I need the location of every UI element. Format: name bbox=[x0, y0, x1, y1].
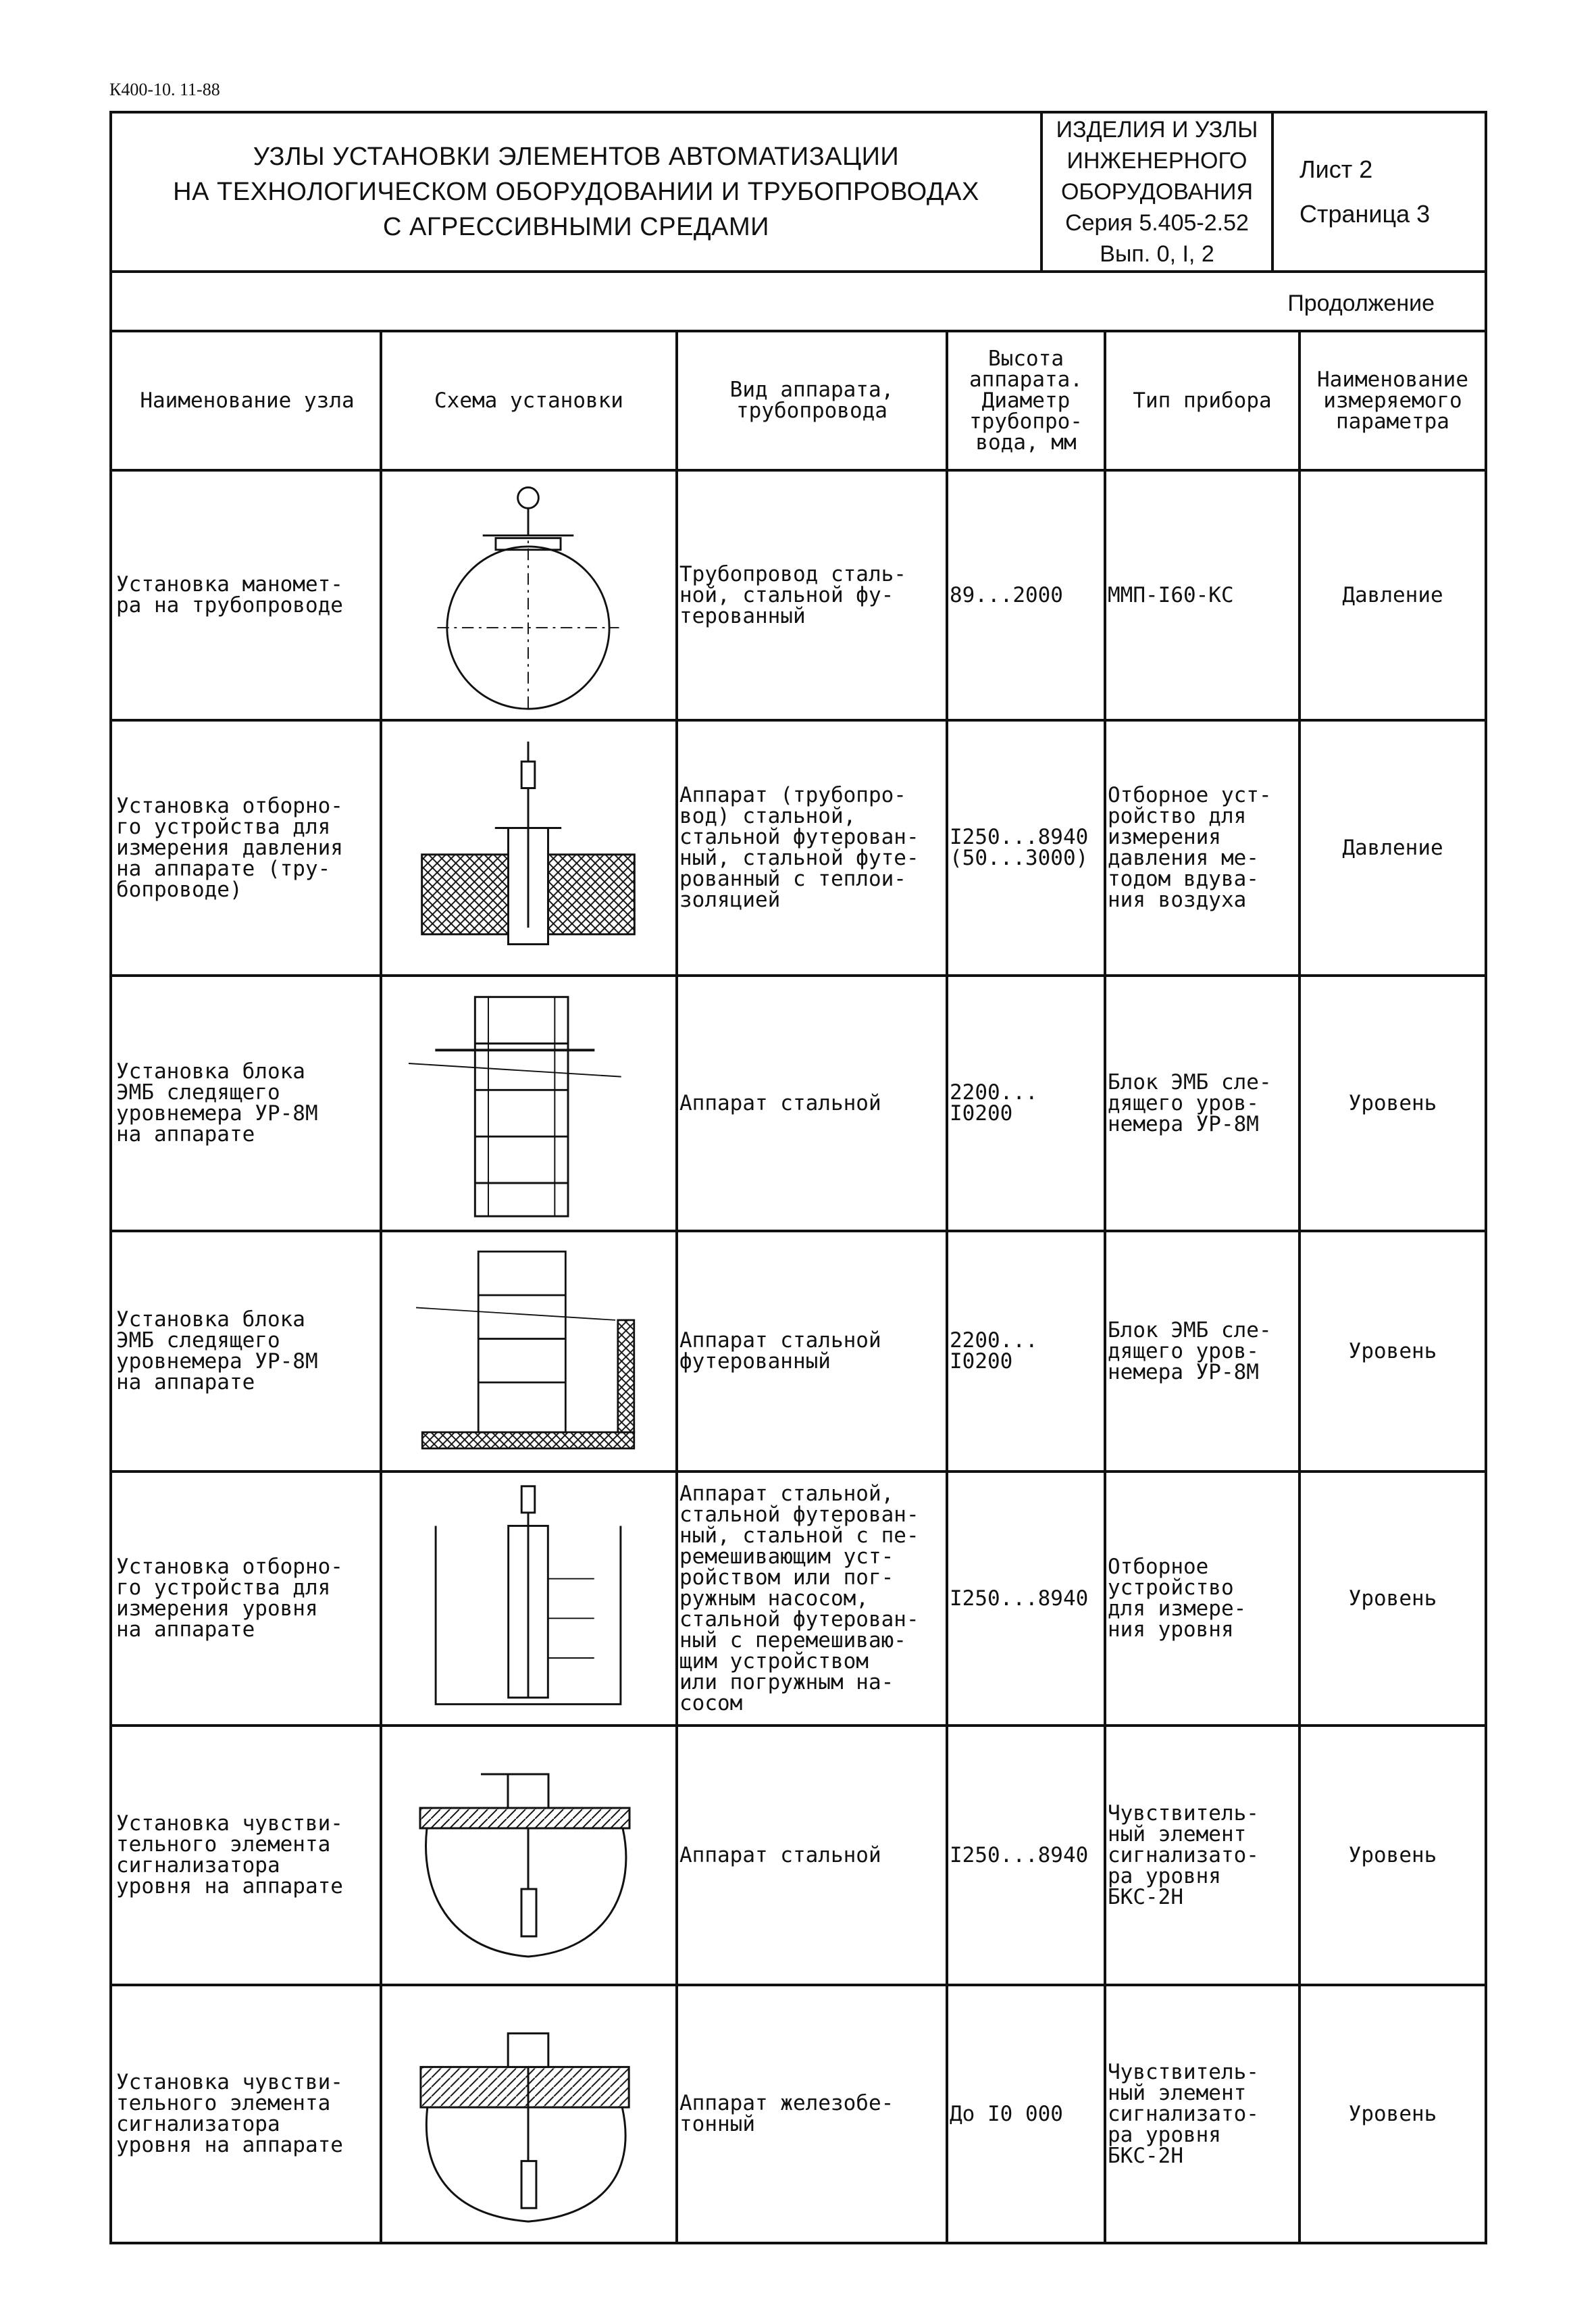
level-gauge-block-lined-diagram bbox=[393, 1239, 663, 1466]
measured-parameter bbox=[1302, 977, 1483, 1230]
column-header-line: Наименование узла bbox=[140, 388, 355, 413]
apparatus-type-line: терованный bbox=[679, 603, 806, 628]
device-type-line: дящего уров- bbox=[1108, 1090, 1259, 1115]
sheet-info bbox=[1274, 114, 1485, 270]
measured-parameter-line: Уровень bbox=[1348, 2101, 1437, 2126]
level-sensor-steel-diagram bbox=[393, 1734, 663, 1980]
node-name-line: Установка отборно- bbox=[116, 793, 343, 818]
measured-parameter-line: Уровень bbox=[1348, 1090, 1437, 1115]
specification-table bbox=[109, 273, 1487, 2244]
apparatus-type bbox=[679, 472, 944, 719]
column-header-line: трубопро- bbox=[969, 409, 1083, 434]
column-header bbox=[948, 332, 1104, 469]
apparatus-type-line: Аппарат стальной bbox=[679, 1328, 881, 1353]
node-name-line: тельного элемента bbox=[116, 2091, 331, 2115]
apparatus-size bbox=[950, 977, 1102, 1230]
node-name-line: на аппарате bbox=[116, 1617, 255, 1642]
node-name-line: ЭМБ следящего bbox=[116, 1080, 280, 1105]
apparatus-type-line: сосом bbox=[679, 1690, 743, 1715]
apparatus-type-line: ружным насосом, bbox=[679, 1586, 869, 1611]
apparatus-size-line: I250...8940 bbox=[950, 825, 1089, 849]
apparatus-type-line: Трубопровод сталь- bbox=[679, 561, 906, 586]
level-tap-diagram bbox=[393, 1480, 663, 1720]
device-type-line: ния воздуха bbox=[1108, 888, 1247, 912]
manometer-on-pipe-diagram bbox=[393, 478, 663, 715]
apparatus-size bbox=[950, 1986, 1102, 2242]
apparatus-type-line: или погружным на- bbox=[679, 1669, 894, 1694]
device-type bbox=[1108, 1473, 1297, 1724]
measured-parameter bbox=[1302, 1473, 1483, 1724]
column-header bbox=[678, 332, 946, 469]
manometer-on-pipe-diagram-svg bbox=[393, 478, 663, 712]
apparatus-size-line: I0200 bbox=[950, 1349, 1013, 1374]
device-type-line: ройство для bbox=[1108, 804, 1247, 828]
level-gauge-block-lined-diagram-svg bbox=[393, 1239, 663, 1463]
measured-parameter-line: Давление bbox=[1342, 582, 1443, 607]
node-name-line: тельного элемента bbox=[116, 1832, 331, 1857]
node-name-line: Установка отборно- bbox=[116, 1555, 343, 1579]
column-rule bbox=[380, 330, 382, 2242]
apparatus-size bbox=[950, 1473, 1102, 1724]
measured-parameter bbox=[1302, 1986, 1483, 2242]
column-header-line: Вид аппарата, bbox=[729, 378, 894, 402]
apparatus-size bbox=[950, 472, 1102, 719]
document-title: УЗЛЫ УСТАНОВКИ ЭЛЕМЕНТОВ АВТОМАТИЗАЦИИ НА ТЕХНОЛОГИЧЕСКОМ ОБОРУДОВАНИИ И ТРУБОПРОВОДАХ С АГРЕССИВНЫМИ СРЕДАМИ bbox=[112, 114, 1043, 270]
sheet-number: Лист 2 bbox=[1299, 155, 1373, 183]
apparatus-type-line: ной, стальной фу- bbox=[679, 582, 894, 607]
apparatus-type bbox=[679, 1986, 944, 2242]
node-name-line: Установка блока bbox=[116, 1307, 305, 1332]
level-gauge-block-diagram-svg bbox=[393, 984, 663, 1223]
device-type-line: ра уровня bbox=[1108, 2122, 1221, 2147]
device-type bbox=[1108, 1727, 1297, 1984]
level-gauge-block-diagram bbox=[393, 984, 663, 1226]
device-type-line: устройство bbox=[1108, 1576, 1234, 1600]
measured-parameter bbox=[1302, 472, 1483, 719]
pressure-tap-diagram bbox=[393, 728, 663, 970]
level-sensor-concrete-diagram bbox=[393, 1993, 663, 2238]
measured-parameter-line: Уровень bbox=[1348, 1586, 1437, 1611]
measured-parameter bbox=[1302, 722, 1483, 974]
device-type-line: БКС-2Н bbox=[1108, 2143, 1183, 2168]
column-header-line: аппарата. bbox=[969, 367, 1083, 392]
column-header-line: Диаметр bbox=[981, 388, 1071, 413]
apparatus-type-line: рованный с теплои- bbox=[679, 867, 906, 891]
apparatus-type bbox=[679, 977, 944, 1230]
measured-parameter-line: Давление bbox=[1342, 835, 1443, 860]
device-type-line: БКС-2Н bbox=[1108, 1884, 1183, 1909]
measured-parameter bbox=[1302, 1727, 1483, 1984]
column-header bbox=[1106, 332, 1298, 469]
device-type-line: тодом вдува- bbox=[1108, 867, 1259, 891]
catalog-series: ИЗДЕЛИЯ И УЗЛЫ ИНЖЕНЕРНОГО ОБОРУДОВАНИЯ Серия 5.405-2.52 Вып. 0, I, 2 bbox=[1043, 114, 1274, 270]
node-name-line: Установка чувстви- bbox=[116, 2070, 343, 2094]
apparatus-type-line: стальной футерован- bbox=[679, 825, 919, 849]
column-header-line: трубопровода bbox=[736, 399, 887, 423]
column-header bbox=[1301, 332, 1485, 469]
node-name-line: сигнализатора bbox=[116, 2112, 280, 2136]
node-name-line: на аппарате bbox=[116, 1370, 255, 1394]
page-number: Страница 3 bbox=[1299, 200, 1431, 228]
apparatus-size-line: I250...8940 bbox=[950, 1586, 1089, 1611]
node-name-line: уровнемера УР-8М bbox=[116, 1349, 318, 1374]
node-name bbox=[116, 472, 378, 719]
node-name-line: Установка чувстви- bbox=[116, 1811, 343, 1836]
node-name-line: уровня на аппарате bbox=[116, 2133, 343, 2157]
apparatus-type-line: ный с перемешиваю- bbox=[679, 1628, 906, 1653]
apparatus-size bbox=[950, 1727, 1102, 1984]
node-name bbox=[116, 722, 378, 974]
apparatus-size-line: 89...2000 bbox=[950, 582, 1063, 607]
node-name-line: сигнализатора bbox=[116, 1853, 280, 1878]
apparatus-type-line: Аппарат (трубопро- bbox=[679, 783, 906, 807]
device-type-line: для измере- bbox=[1108, 1596, 1247, 1621]
node-name-line: бопроводе) bbox=[116, 877, 242, 902]
node-name bbox=[116, 977, 378, 1230]
device-type-line: Отборное bbox=[1108, 1555, 1209, 1579]
apparatus-size bbox=[950, 722, 1102, 974]
apparatus-size-line: I250...8940 bbox=[950, 1842, 1089, 1867]
device-type bbox=[1108, 472, 1297, 719]
apparatus-size-line: 2200... bbox=[950, 1328, 1038, 1353]
device-type-line: сигнализато- bbox=[1108, 2101, 1259, 2126]
column-header-line: Высота bbox=[988, 346, 1064, 371]
node-name-line: уровнемера УР-8М bbox=[116, 1101, 318, 1126]
apparatus-type-line: ройством или пог- bbox=[679, 1565, 894, 1590]
device-type bbox=[1108, 1986, 1297, 2242]
apparatus-type bbox=[679, 1727, 944, 1984]
node-name bbox=[116, 1473, 378, 1724]
device-type-line: Чувствитель- bbox=[1108, 1801, 1259, 1826]
column-rule bbox=[1104, 330, 1106, 2242]
level-sensor-steel-diagram-svg bbox=[393, 1734, 663, 1977]
device-type bbox=[1108, 722, 1297, 974]
node-name-line: на аппарате (тру- bbox=[116, 856, 331, 881]
device-type-line: ММП-I60-КС bbox=[1108, 582, 1234, 607]
apparatus-size-line: До I0 000 bbox=[950, 2101, 1063, 2126]
device-type-line: Блок ЭМБ сле- bbox=[1108, 1317, 1272, 1342]
continuation-label: Продолжение bbox=[1287, 291, 1435, 316]
apparatus-size-line: 2200... bbox=[950, 1080, 1038, 1105]
apparatus-type-line: Аппарат стальной bbox=[679, 1090, 881, 1115]
apparatus-type-line: стальной футерован- bbox=[679, 1607, 919, 1632]
apparatus-type-line: золяцией bbox=[679, 888, 781, 912]
device-type bbox=[1108, 977, 1297, 1230]
device-type-line: немера УР-8М bbox=[1108, 1111, 1259, 1136]
column-header-line: вода, мм bbox=[975, 430, 1077, 455]
column-header-line: Схема установки bbox=[434, 388, 623, 413]
measured-parameter-line: Уровень bbox=[1348, 1842, 1437, 1867]
apparatus-type-line: щим устройством bbox=[679, 1649, 869, 1674]
node-name-line: на аппарате bbox=[116, 1122, 255, 1147]
document-code: К400-10. 11-88 bbox=[109, 80, 220, 99]
device-type-line: немера УР-8М bbox=[1108, 1359, 1259, 1384]
level-tap-diagram-svg bbox=[393, 1480, 663, 1717]
column-header-line: Наименование bbox=[1317, 367, 1468, 392]
column-rule bbox=[675, 330, 678, 2242]
apparatus-type bbox=[679, 1232, 944, 1470]
column-header-line: Тип прибора bbox=[1133, 388, 1272, 413]
node-name bbox=[116, 1727, 378, 1984]
node-name-line: уровня на аппарате bbox=[116, 1874, 343, 1898]
device-type-line: ный элемент bbox=[1108, 1821, 1247, 1846]
title-block bbox=[109, 111, 1487, 273]
device-type-line: давления ме- bbox=[1108, 846, 1259, 870]
device-type bbox=[1108, 1232, 1297, 1470]
apparatus-size-line: I0200 bbox=[950, 1101, 1013, 1126]
device-type-line: дящего уров- bbox=[1108, 1338, 1259, 1363]
device-type-line: ния уровня bbox=[1108, 1617, 1234, 1642]
device-type-line: Отборное уст- bbox=[1108, 783, 1272, 807]
apparatus-type bbox=[679, 722, 944, 974]
apparatus-type-line: ный, стальной футе- bbox=[679, 846, 919, 870]
device-type-line: сигнализато- bbox=[1108, 1842, 1259, 1867]
node-name-line: ЭМБ следящего bbox=[116, 1328, 280, 1353]
apparatus-size bbox=[950, 1232, 1102, 1470]
device-type-line: ра уровня bbox=[1108, 1863, 1221, 1888]
column-header-line: параметра bbox=[1336, 409, 1449, 434]
apparatus-size-line: (50...3000) bbox=[950, 846, 1089, 870]
apparatus-type bbox=[679, 1473, 944, 1724]
apparatus-type-line: вод) стальной, bbox=[679, 804, 856, 828]
column-rule bbox=[1298, 330, 1301, 2242]
node-name-line: измерения уровня bbox=[116, 1596, 318, 1621]
node-name-line: го устройства для bbox=[116, 814, 331, 839]
apparatus-type-line: Аппарат стальной bbox=[679, 1842, 881, 1867]
measured-parameter-line: Уровень bbox=[1348, 1338, 1437, 1363]
apparatus-type-line: ный, стальной с пе- bbox=[679, 1523, 919, 1548]
apparatus-type-line: Аппарат железобе- bbox=[679, 2091, 894, 2115]
pressure-tap-diagram-svg bbox=[393, 728, 663, 967]
node-name-line: ра на трубопроводе bbox=[116, 593, 343, 618]
node-name-line: го устройства для bbox=[116, 1576, 331, 1600]
device-type-line: Чувствитель- bbox=[1108, 2059, 1259, 2084]
device-type-line: Блок ЭМБ сле- bbox=[1108, 1070, 1272, 1095]
apparatus-type-line: стальной футерован- bbox=[679, 1502, 919, 1527]
node-name bbox=[116, 1232, 378, 1470]
device-type-line: измерения bbox=[1108, 825, 1221, 849]
column-rule bbox=[946, 330, 948, 2242]
node-name-line: Установка маномет- bbox=[116, 572, 343, 597]
apparatus-type-line: футерованный bbox=[679, 1349, 831, 1374]
column-header bbox=[115, 332, 380, 469]
apparatus-type-line: Аппарат стальной, bbox=[679, 1481, 894, 1506]
apparatus-type-line: тонный bbox=[679, 2112, 755, 2136]
node-name-line: Установка блока bbox=[116, 1059, 305, 1084]
column-header-line: измеряемого bbox=[1323, 388, 1462, 413]
level-sensor-concrete-diagram-svg bbox=[393, 1993, 663, 2235]
node-name bbox=[116, 1986, 378, 2242]
measured-parameter bbox=[1302, 1232, 1483, 1470]
node-name-line: измерения давления bbox=[116, 835, 343, 860]
device-type-line: ный элемент bbox=[1108, 2080, 1247, 2105]
apparatus-type-line: ремешивающим уст- bbox=[679, 1544, 894, 1569]
column-header bbox=[382, 332, 675, 469]
